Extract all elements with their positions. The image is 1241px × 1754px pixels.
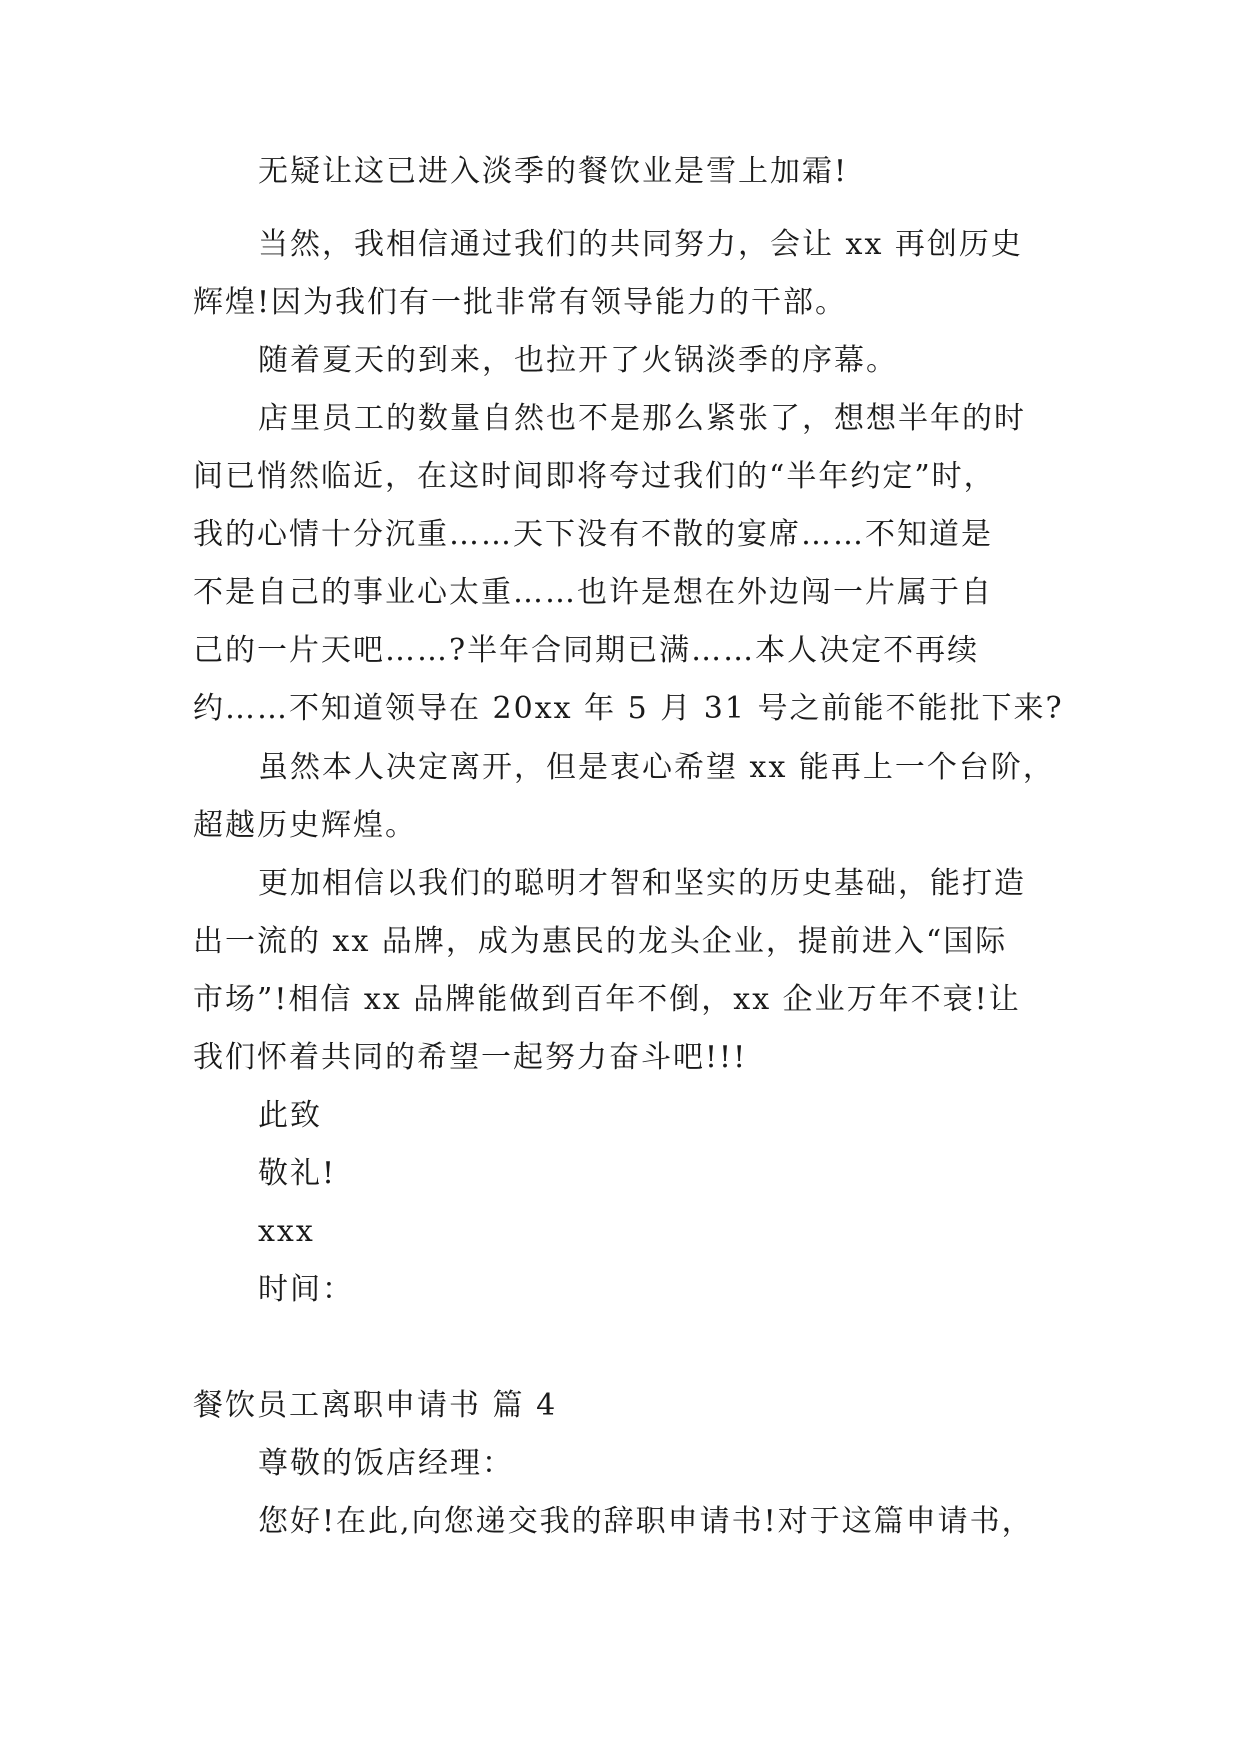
paragraph-line: 店里员工的数量自然也不是那么紧张了，想想半年的时: [258, 401, 1026, 436]
paragraph-line: 辉煌!因为我们有一批非常有领导能力的干部。: [193, 285, 848, 320]
closing-regards: 敬礼!: [258, 1156, 337, 1191]
paragraph-line: 随着夏天的到来，也拉开了火锅淡季的序幕。: [258, 343, 898, 378]
paragraph-line: 更加相信以我们的聪明才智和坚实的历史基础，能打造: [258, 866, 1026, 901]
paragraph-line: 约……不知道领导在 20xx 年 5 月 31 号之前能不能批下来?: [193, 691, 1064, 726]
section-heading: 餐饮员工离职申请书 篇 4: [193, 1388, 558, 1423]
paragraph-line: 超越历史辉煌。: [193, 808, 417, 843]
paragraph-line: 我们怀着共同的希望一起努力奋斗吧!!!: [193, 1040, 748, 1075]
paragraph-line: 我的心情十分沉重……天下没有不散的宴席……不知道是: [193, 517, 993, 552]
paragraph-line: 无疑让这已进入淡季的餐饮业是雪上加霜!: [258, 154, 849, 189]
paragraph-line: 虽然本人决定离开，但是衷心希望 xx 能再上一个台阶，: [258, 750, 1055, 785]
paragraph-line: 不是自己的事业心太重……也许是想在外边闯一片属于自: [193, 575, 993, 610]
letter-greeting: 尊敬的饭店经理：: [258, 1446, 514, 1481]
paragraph-line: 市场”!相信 xx 品牌能做到百年不倒，xx 企业万年不衰!让: [193, 982, 1021, 1017]
closing-salutation: 此致: [258, 1098, 322, 1133]
paragraph-line: 出一流的 xx 品牌，成为惠民的龙头企业，提前进入“国际: [193, 924, 1008, 959]
signature-name: xxx: [258, 1214, 315, 1249]
paragraph-line: 您好!在此,向您递交我的辞职申请书!对于这篇申请书，: [258, 1504, 1034, 1539]
paragraph-line: 己的一片天吧……?半年合同期已满……本人决定不再续: [193, 633, 980, 668]
signature-date: 时间：: [258, 1272, 354, 1307]
paragraph-line: 间已悄然临近，在这时间即将夸过我们的“半年约定”时，: [193, 459, 996, 494]
paragraph-line: 当然，我相信通过我们的共同努力，会让 xx 再创历史: [258, 227, 1023, 262]
